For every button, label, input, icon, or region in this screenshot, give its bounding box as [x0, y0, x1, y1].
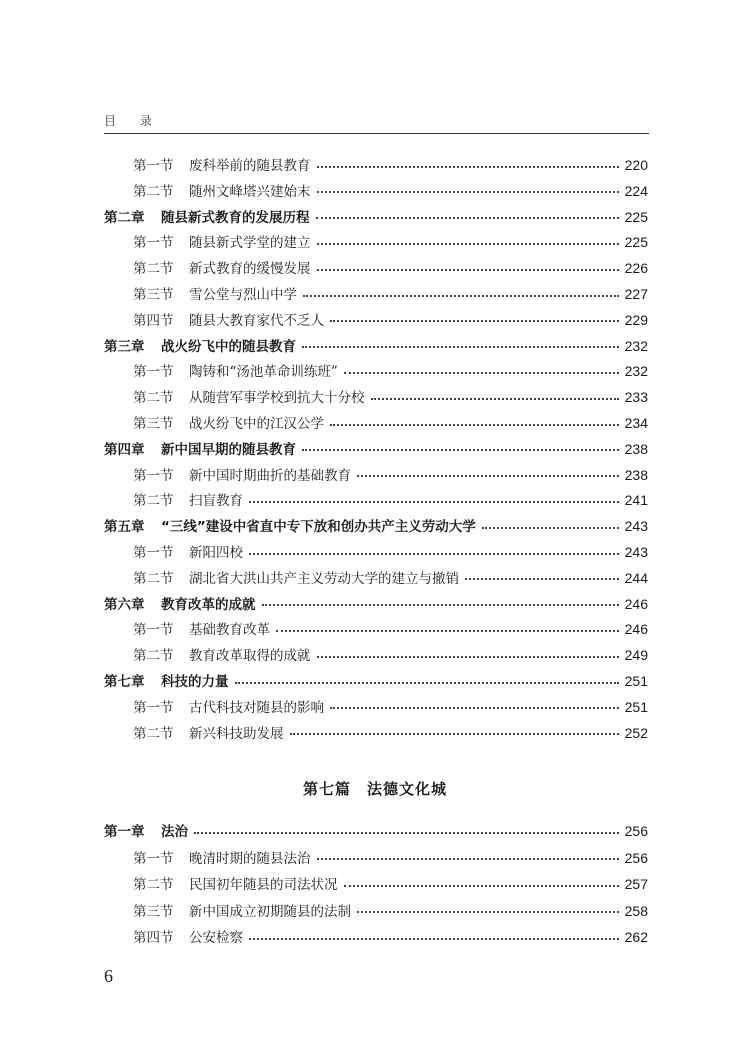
toc-chapter-entry: [104, 820, 648, 840]
entry-page-number: 252: [624, 724, 648, 741]
toc-section-entry: [133, 722, 648, 742]
dot-leader: [344, 371, 619, 374]
entry-page-number: 249: [624, 647, 648, 664]
toc-section-entry: [133, 696, 648, 716]
entry-number: 第三章: [104, 338, 145, 355]
dot-leader: [317, 655, 619, 658]
dot-leader: [357, 910, 619, 913]
entry-page-number: 244: [624, 569, 648, 586]
toc-chapter-entry: [104, 670, 648, 690]
toc-section-entry: [133, 154, 648, 174]
entry-number: 第四章: [104, 441, 145, 458]
entry-title: 扫盲教育: [189, 493, 243, 510]
entry-title: 随县大教育家代不乏人: [189, 312, 324, 329]
entry-title: 民国初年随县的司法状况: [189, 877, 338, 893]
toc-section-entry: [133, 900, 648, 920]
entry-title: 晚清时期的随县法治: [189, 850, 311, 867]
entry-page-number: 241: [624, 492, 648, 509]
entry-title: 新兴科技助发展: [189, 725, 284, 742]
toc-chapter-entry: [104, 438, 648, 458]
entry-number: 第二节: [133, 725, 174, 742]
entry-title: 新中国早期的随县教育: [161, 441, 296, 458]
dot-leader: [317, 268, 619, 271]
entry-number: 第二章: [104, 209, 145, 226]
entry-page-number: 238: [624, 466, 648, 483]
entry-page-number: 251: [624, 698, 648, 715]
dot-leader: [249, 937, 619, 940]
dot-leader: [330, 423, 619, 426]
entry-number: 第三节: [133, 416, 174, 432]
entry-title: 随县新式教育的发展历程: [161, 209, 310, 226]
entry-page-number: 234: [624, 415, 648, 431]
entry-number: 第一节: [133, 364, 174, 381]
entry-number: 第一节: [133, 622, 174, 639]
dot-leader: [302, 345, 619, 348]
dot-leader: [249, 500, 619, 503]
toc-chapter-entry: [104, 335, 648, 355]
toc-section-entry: [133, 567, 648, 587]
entry-number: 第二节: [133, 261, 174, 278]
running-header: 目 录: [104, 112, 649, 134]
entry-number: 第三节: [133, 903, 174, 920]
entry-page-number: 258: [624, 902, 648, 919]
entry-number: 第六章: [104, 596, 145, 613]
toc-section-entry: [133, 926, 648, 946]
entry-title: 战火纷飞中的随县教育: [161, 338, 296, 355]
dot-leader: [330, 319, 619, 322]
entry-title: 基础教育改革: [189, 622, 270, 639]
dot-leader: [317, 857, 619, 860]
entry-page-number: 238: [624, 440, 648, 457]
entry-title: 教育改革取得的成就: [189, 648, 311, 665]
dot-leader: [317, 242, 619, 245]
entry-title: 从随营军事学校到抗大十分校: [189, 390, 365, 407]
entry-title: 新阳四校: [189, 545, 243, 561]
entry-page-number: 226: [624, 260, 648, 277]
toc-section-entry: [133, 847, 648, 867]
entry-number: 第一节: [133, 235, 174, 252]
entry-page-number: 246: [624, 621, 648, 638]
dot-leader: [302, 448, 619, 451]
dot-leader: [317, 165, 619, 168]
entry-page-number: 262: [624, 929, 648, 945]
dot-leader: [194, 831, 619, 834]
entry-number: 第四节: [133, 312, 174, 329]
toc-section-entry: [133, 644, 648, 664]
entry-page-number: 232: [624, 337, 648, 354]
entry-page-number: 243: [624, 544, 648, 560]
toc-section-entry: [133, 618, 648, 638]
entry-page-number: 227: [624, 286, 648, 302]
toc-section-entry: [133, 873, 648, 893]
toc-chapter-entry: [104, 593, 648, 613]
toc-section-entry: [133, 257, 648, 277]
entry-number: 第一节: [133, 467, 174, 484]
entry-number: 第三节: [133, 287, 174, 303]
entry-page-number: 225: [624, 208, 648, 225]
entry-page-number: 233: [624, 389, 648, 406]
entry-number: 第二节: [133, 493, 174, 510]
toc-section-entry: [133, 412, 648, 432]
toc-section-entry: [133, 489, 648, 509]
part-title: 法德文化城: [367, 780, 448, 798]
entry-title: 新式教育的缓慢发展: [189, 261, 311, 278]
entry-page-number: 257: [624, 876, 648, 892]
toc-section-entry: [133, 541, 648, 561]
toc-section-entry: [133, 309, 648, 329]
dot-leader: [371, 397, 619, 400]
entry-number: 第五章: [104, 519, 145, 536]
dot-leader: [290, 732, 619, 735]
entry-title: 湖北省大洪山共产主义劳动大学的建立与撤销: [189, 570, 459, 587]
entry-number: 第二节: [133, 390, 174, 407]
toc-section-entry: [133, 386, 648, 406]
dot-leader: [344, 884, 619, 887]
entry-title: 教育改革的成就: [161, 596, 256, 613]
entry-title: 新中国时期曲折的基础教育: [189, 467, 351, 484]
entry-number: 第一节: [133, 545, 174, 561]
entry-title: 废科举前的随县教育: [189, 158, 311, 174]
entry-number: 第一节: [133, 850, 174, 867]
entry-page-number: 256: [624, 849, 648, 866]
dot-leader: [465, 577, 619, 580]
entry-title: 雪公堂与烈山中学: [189, 287, 297, 303]
entry-title: 科技的力量: [161, 674, 229, 690]
entry-title: 陶铸和“汤池革命训练班”: [189, 364, 338, 381]
entry-title: 随州文峰塔兴建始末: [189, 183, 311, 200]
entry-page-number: 256: [624, 823, 648, 839]
entry-number: 第七章: [104, 674, 145, 690]
dot-leader: [357, 474, 619, 477]
entry-title: 战火纷飞中的江汉公学: [189, 416, 324, 432]
part-heading: [0, 778, 750, 799]
dot-leader: [316, 216, 619, 219]
toc-chapter-entry: [104, 206, 648, 226]
entry-page-number: 220: [624, 157, 648, 173]
toc-section-entry: [133, 464, 648, 484]
dot-leader: [303, 294, 619, 297]
entry-page-number: 232: [624, 363, 648, 380]
part-number: 第七篇: [302, 780, 351, 798]
page-number: 6: [104, 966, 113, 986]
dot-leader: [317, 190, 619, 193]
entry-title: 随县新式学堂的建立: [189, 235, 311, 252]
entry-title: 法治: [161, 824, 188, 840]
dot-leader: [482, 526, 619, 529]
entry-number: 第二节: [133, 877, 174, 893]
entry-page-number: 251: [624, 673, 648, 689]
toc-section-entry: [133, 231, 648, 251]
entry-title: 新中国成立初期随县的法制: [189, 903, 351, 920]
entry-number: 第二节: [133, 648, 174, 665]
toc-section-entry: [133, 283, 648, 303]
toc-section-entry: [133, 360, 648, 380]
entry-title: 古代科技对随县的影响: [189, 699, 324, 716]
dot-leader: [262, 603, 619, 606]
entry-number: 第一节: [133, 158, 174, 174]
entry-number: 第四节: [133, 930, 174, 946]
dot-leader: [330, 706, 619, 709]
entry-page-number: 243: [624, 518, 648, 535]
entry-number: 第二节: [133, 570, 174, 587]
entry-page-number: 225: [624, 234, 648, 251]
entry-number: 第二节: [133, 183, 174, 200]
entry-title: “三线”建设中省直中专下放和创办共产主义劳动大学: [161, 519, 476, 536]
entry-page-number: 224: [624, 182, 648, 199]
entry-number: 第一节: [133, 699, 174, 716]
entry-page-number: 246: [624, 595, 648, 612]
toc-section-entry: [133, 180, 648, 200]
entry-title: 公安检察: [189, 930, 243, 946]
dot-leader: [235, 681, 619, 684]
dot-leader: [276, 629, 619, 632]
entry-number: 第一章: [104, 824, 145, 840]
toc-chapter-entry: [104, 515, 648, 535]
dot-leader: [249, 552, 619, 555]
entry-page-number: 229: [624, 311, 648, 328]
